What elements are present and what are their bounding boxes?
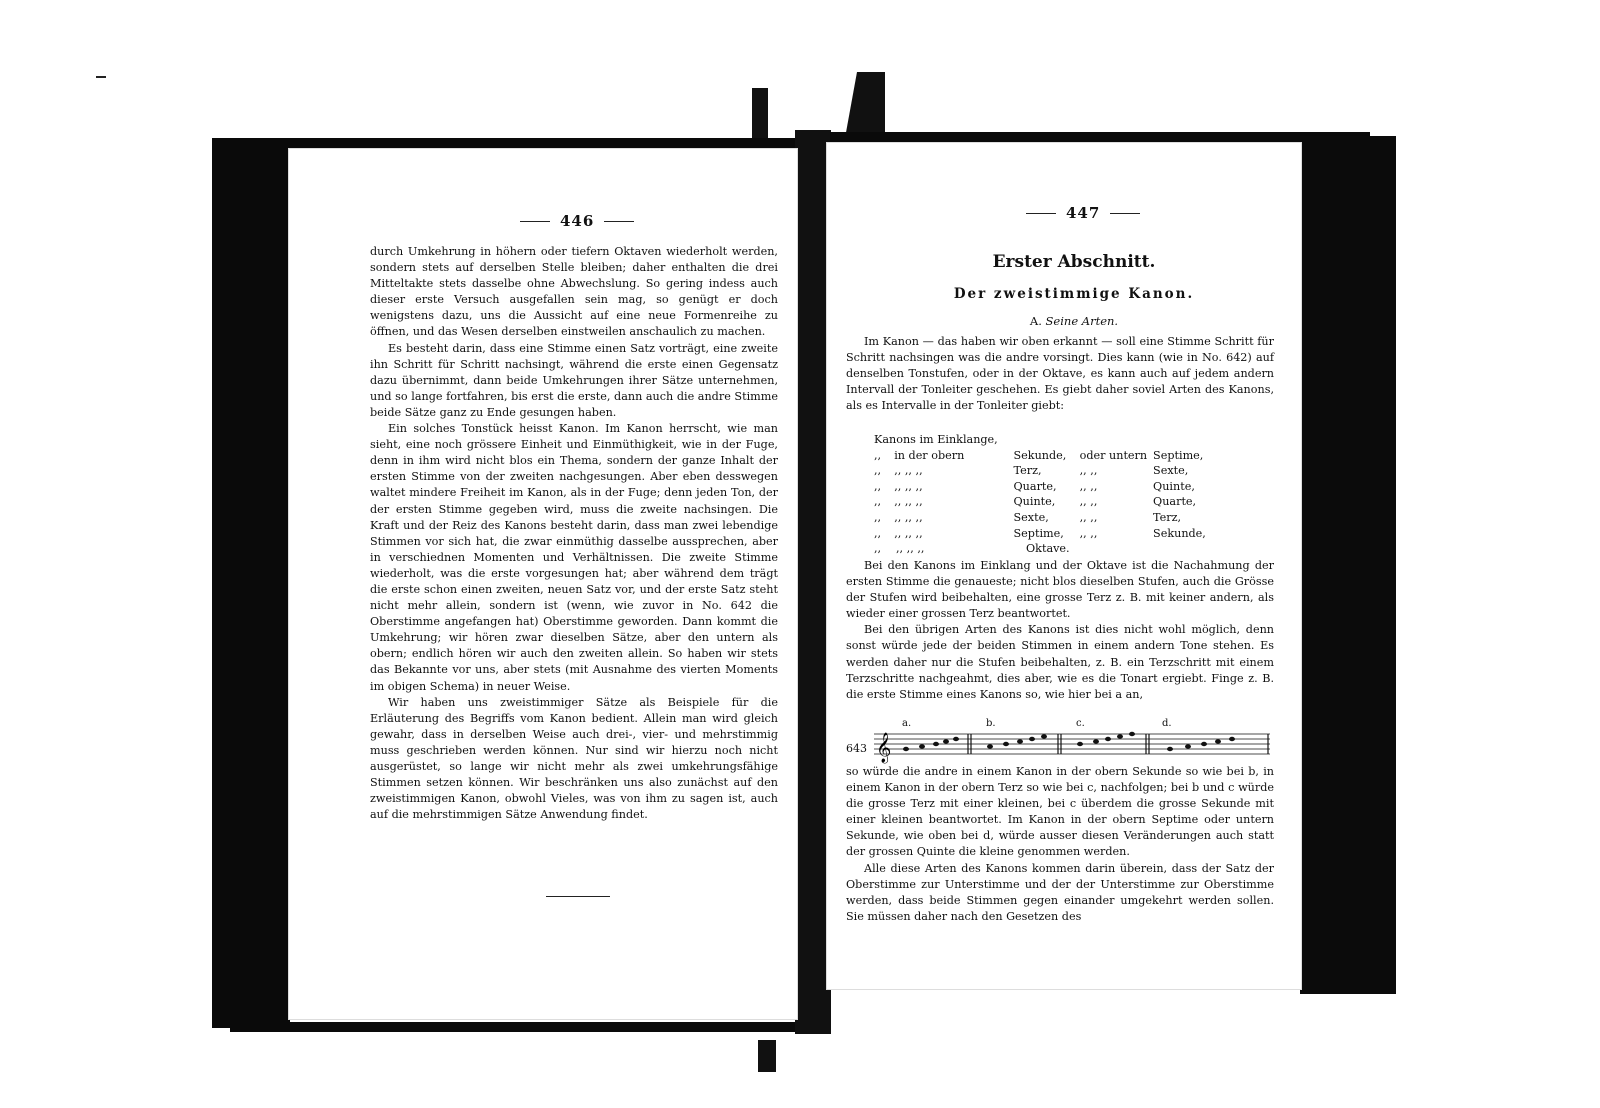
page-number-dash (604, 221, 634, 222)
interval-cell: ,, (874, 495, 882, 509)
interval-row (874, 541, 1254, 557)
bottom-edge-shadow-left (230, 1022, 820, 1032)
page-number-text: 447 (1066, 204, 1101, 222)
interval-cell: Sexte, (1013, 510, 1049, 524)
interval-cell: Septime, (1013, 526, 1064, 540)
interval-cell: ,, ,, ,, (894, 479, 923, 493)
scan-speck (96, 76, 106, 78)
chapter-end-rule (546, 896, 610, 897)
notes (903, 732, 1235, 751)
interval-cell: ,, ,, ,, (894, 495, 923, 509)
section-heading: Erster Abschnitt. (992, 252, 1156, 272)
treble-clef-icon: 𝄞 (876, 733, 892, 763)
paragraph: Ein solches Tonstück heisst Kanon. Im Kanon herrscht, wie man sieht, eine noch grössere Einheit und Einmüthigkeit, wie in der Fuge, denn in ihm wird nicht blos ein Thema, sondern der ganze Inhalt der ersten Stimme von der zweiten nachgesungen. Aber eben desswegen waltet mindere Freiheit im Kanon, als in der Fuge; denn jeden Ton, der der ersten Stimme gegeben wird, muss die zweite nachsingen. Die Kraft und der Reiz des Kanons besteht darin, dass man zwei lebendige Stimmen vor sich hat, die zwar einmüthig dasselbe aussprechen, aber in verschiednen Momenten und Verhältnissen. Die zweite Stimme wiederholt, was die erste vorgesungen hat; aber während dem trägt die erste schon einen zweiten, neuen Satz vor, und der erste Satz steht nicht mehr allein, sondern ist (wenn, wie zuvor in No. 642 die Oberstimme angefangen hat) Oberstimme geworden. Dann kommt die Umkehrung; wir hören zwar dieselben Sätze, aber den untern als obern; endlich hören wir auch den zweiten allein. So haben wir stets das Bekannte vor uns, aber stets (mit Ausnahme des vierten Moments im obigen Schema) in neuer Weise. (370, 422, 778, 693)
example-number: 643 (846, 742, 867, 755)
interval-cell: Septime, (1153, 448, 1204, 462)
subsection-title (846, 314, 1302, 328)
example-segment-label: b. (986, 718, 996, 729)
page-number-dash (1026, 213, 1056, 214)
left-page (288, 148, 798, 1020)
interval-cell: Quarte, (1013, 479, 1057, 493)
interval-cell: ,, (874, 510, 882, 524)
page-number-left (520, 212, 634, 230)
interval-list (874, 432, 1254, 557)
interval-cell: ,, (874, 542, 882, 556)
interval-cell: Sekunde, (1153, 526, 1206, 540)
interval-cell: Quarte, (1153, 495, 1197, 509)
interval-row (874, 463, 1254, 479)
paragraph: Im Kanon — das haben wir oben erkannt — soll eine Stimme Schritt für Schritt nachsingen was die andre vorsingt. Dies kann (wie in No. 642) auf denselben Tonstufen, oder in der Oktave, es kann auch auf jedem andern Intervall der Tonleiter geschehen. Es giebt daher soviel Arten des Kanons, als es Intervalle in der Tonleiter giebt: (846, 335, 1274, 413)
interval-row (874, 432, 1254, 448)
left-edge-shadow (212, 138, 290, 1028)
right-page (826, 142, 1302, 990)
paragraph: Bei den übrigen Arten des Kanons ist dies nicht wohl möglich, denn sonst würde jede der beiden Stimmen in einem andern Tone stehen. Es werden daher nur die Stufen beibehalten, z. B. ein Terzschritt mit einem Terzschritte nachgeahmt, dies aber, wie es die Tonart ergiebt. Finge z. B. die erste Stimme eines Kanons so, wie hier bei a an, (846, 623, 1274, 701)
interval-cell: ,, ,, ,, (894, 510, 923, 524)
intro-paragraph (846, 334, 1274, 414)
closing-paragraphs (846, 764, 1274, 925)
interval-cell: ,, ,, (1079, 479, 1098, 493)
interval-cell: Sexte, (1153, 464, 1189, 478)
paragraph: Bei den Kanons im Einklang und der Oktave ist die Nachahmung der ersten Stimme die genaueste; nicht blos dieselben Stufen, auch die Grösse der Stufen wird beibehalten, eine grosse Terz z. B. mit keiner andern, als wieder einer grossen Terz beantwortet. (846, 559, 1274, 621)
interval-cell: ,, ,, ,, (894, 526, 923, 540)
interval-cell: ,, ,, (1079, 526, 1098, 540)
paragraph: Wir haben uns zweistimmiger Sätze als Beispiele für die Erläuterung des Begriffs vom Kanon bedient. Allein man wird gleich gewahr, dass in derselben Weise auch drei-, vier- und mehrstimmig muss geschrieben werden können. Nur sind wir hierzu noch nicht ausgerüstet, so lange wir nicht mehr als zwei umkehrungsfähige Stimmen setzen können. Wir beschränken uns also zunächst auf den zweistimmigen Kanon, obwohl Vieles, was von ihm zu sagen ist, auch auf die mehrstimmigen Sätze Anwendung findet. (370, 695, 778, 822)
binding-tab-bottom (758, 1040, 776, 1072)
interval-cell: ,, (874, 448, 882, 462)
paragraph: Alle diese Arten des Kanons kommen darin überein, dass der Satz der Oberstimme zur Unterstimme und der der Unterstimme zur Oberstimme werden, dass beide Stimmen gegen einander umgekehrt werden sollen. Sie müssen daher nach den Gesetzen des (846, 861, 1274, 923)
interval-cell: Quinte, (1013, 495, 1056, 509)
paragraph: Es besteht darin, dass eine Stimme einen Satz vorträgt, eine zweite ihn Schritt für Schritt nachsingt, während die erste einen Gegensatz dazu übernimmt, dann beide Umkehrungen ihrer Sätze unternehmen, und so lange fortfahren, bis erst die erste, dann auch die andre Stimme beide Sätze ganz zu Ende gesungen haben. (370, 341, 778, 419)
interval-cell: Terz, (1013, 464, 1042, 478)
interval-cell: ,, ,, (1079, 495, 1098, 509)
section-subheading: Der zweistimmige Kanon. (953, 286, 1195, 302)
interval-cell: ,, (874, 464, 882, 478)
example-segment-label: c. (1076, 718, 1085, 729)
interval-cell: Oktave. (1026, 542, 1070, 556)
interval-cell: Kanons im Einklange, (874, 433, 998, 446)
interval-cell: oder untern (1079, 448, 1148, 462)
example-segment-label: a. (902, 718, 912, 729)
page-number-text: 446 (560, 212, 595, 230)
interval-cell: ,, ,, (1079, 464, 1098, 478)
page-number-right (1026, 204, 1140, 222)
paragraph: durch Umkehrung in höhern oder tiefern Oktaven wiederholt werden, sondern stets auf derselben Stelle bleiben; daher enthalten die drei Mitteltakte stets dasselbe ohne Abwechslung. So gering indess auch dieser erste Versuch ausgefallen sein mag, so genügt er doch wenigstens dazu, uns die Aussicht auf eine neue Formenreihe zu öffnen, und das Wesen derselben einstweilen anschaulich zu machen. (370, 245, 778, 339)
interval-cell: Terz, (1153, 510, 1182, 524)
subsection-letter: A. (1029, 314, 1042, 328)
interval-cell: Quinte, (1153, 479, 1195, 493)
page-number-dash (1110, 213, 1140, 214)
interval-row (874, 448, 1254, 464)
interval-cell: in der obern (894, 448, 965, 462)
interval-cell: ,, ,, ,, (896, 542, 925, 556)
right-edge-shadow (1300, 136, 1396, 994)
binding-tab-left (752, 88, 768, 138)
page-number-dash (520, 221, 550, 222)
interval-row (874, 494, 1254, 510)
interval-row (874, 510, 1254, 526)
interval-cell: ,, ,, ,, (894, 464, 923, 478)
interval-cell: ,, (874, 479, 882, 493)
paragraph: so würde die andre in einem Kanon in der obern Sekunde so wie bei b, in einem Kanon in der obern Terz so wie bei c, nachfolgen; bei b und c würde die grosse Terz mit einer kleinen, bei c überdem die grosse Sekunde mit einer kleinen beantwortet. Im Kanon in der obern Septime oder untern Sekunde, wie oben bei d, würde ausser diesen Veränderungen auch statt der grossen Quinte die kleine genommen werden. (846, 765, 1274, 859)
binding-tab-right (845, 72, 885, 138)
left-page-body (370, 244, 778, 823)
example-segment-label: d. (1162, 718, 1172, 729)
interval-cell: ,, ,, (1079, 510, 1098, 524)
subsection-name: Seine Arten. (1045, 314, 1119, 328)
interval-cell: Sekunde, (1013, 448, 1067, 462)
interval-cell: ,, (874, 526, 882, 540)
interval-row (874, 479, 1254, 495)
interval-row (874, 526, 1254, 542)
middle-paragraphs (846, 558, 1274, 703)
